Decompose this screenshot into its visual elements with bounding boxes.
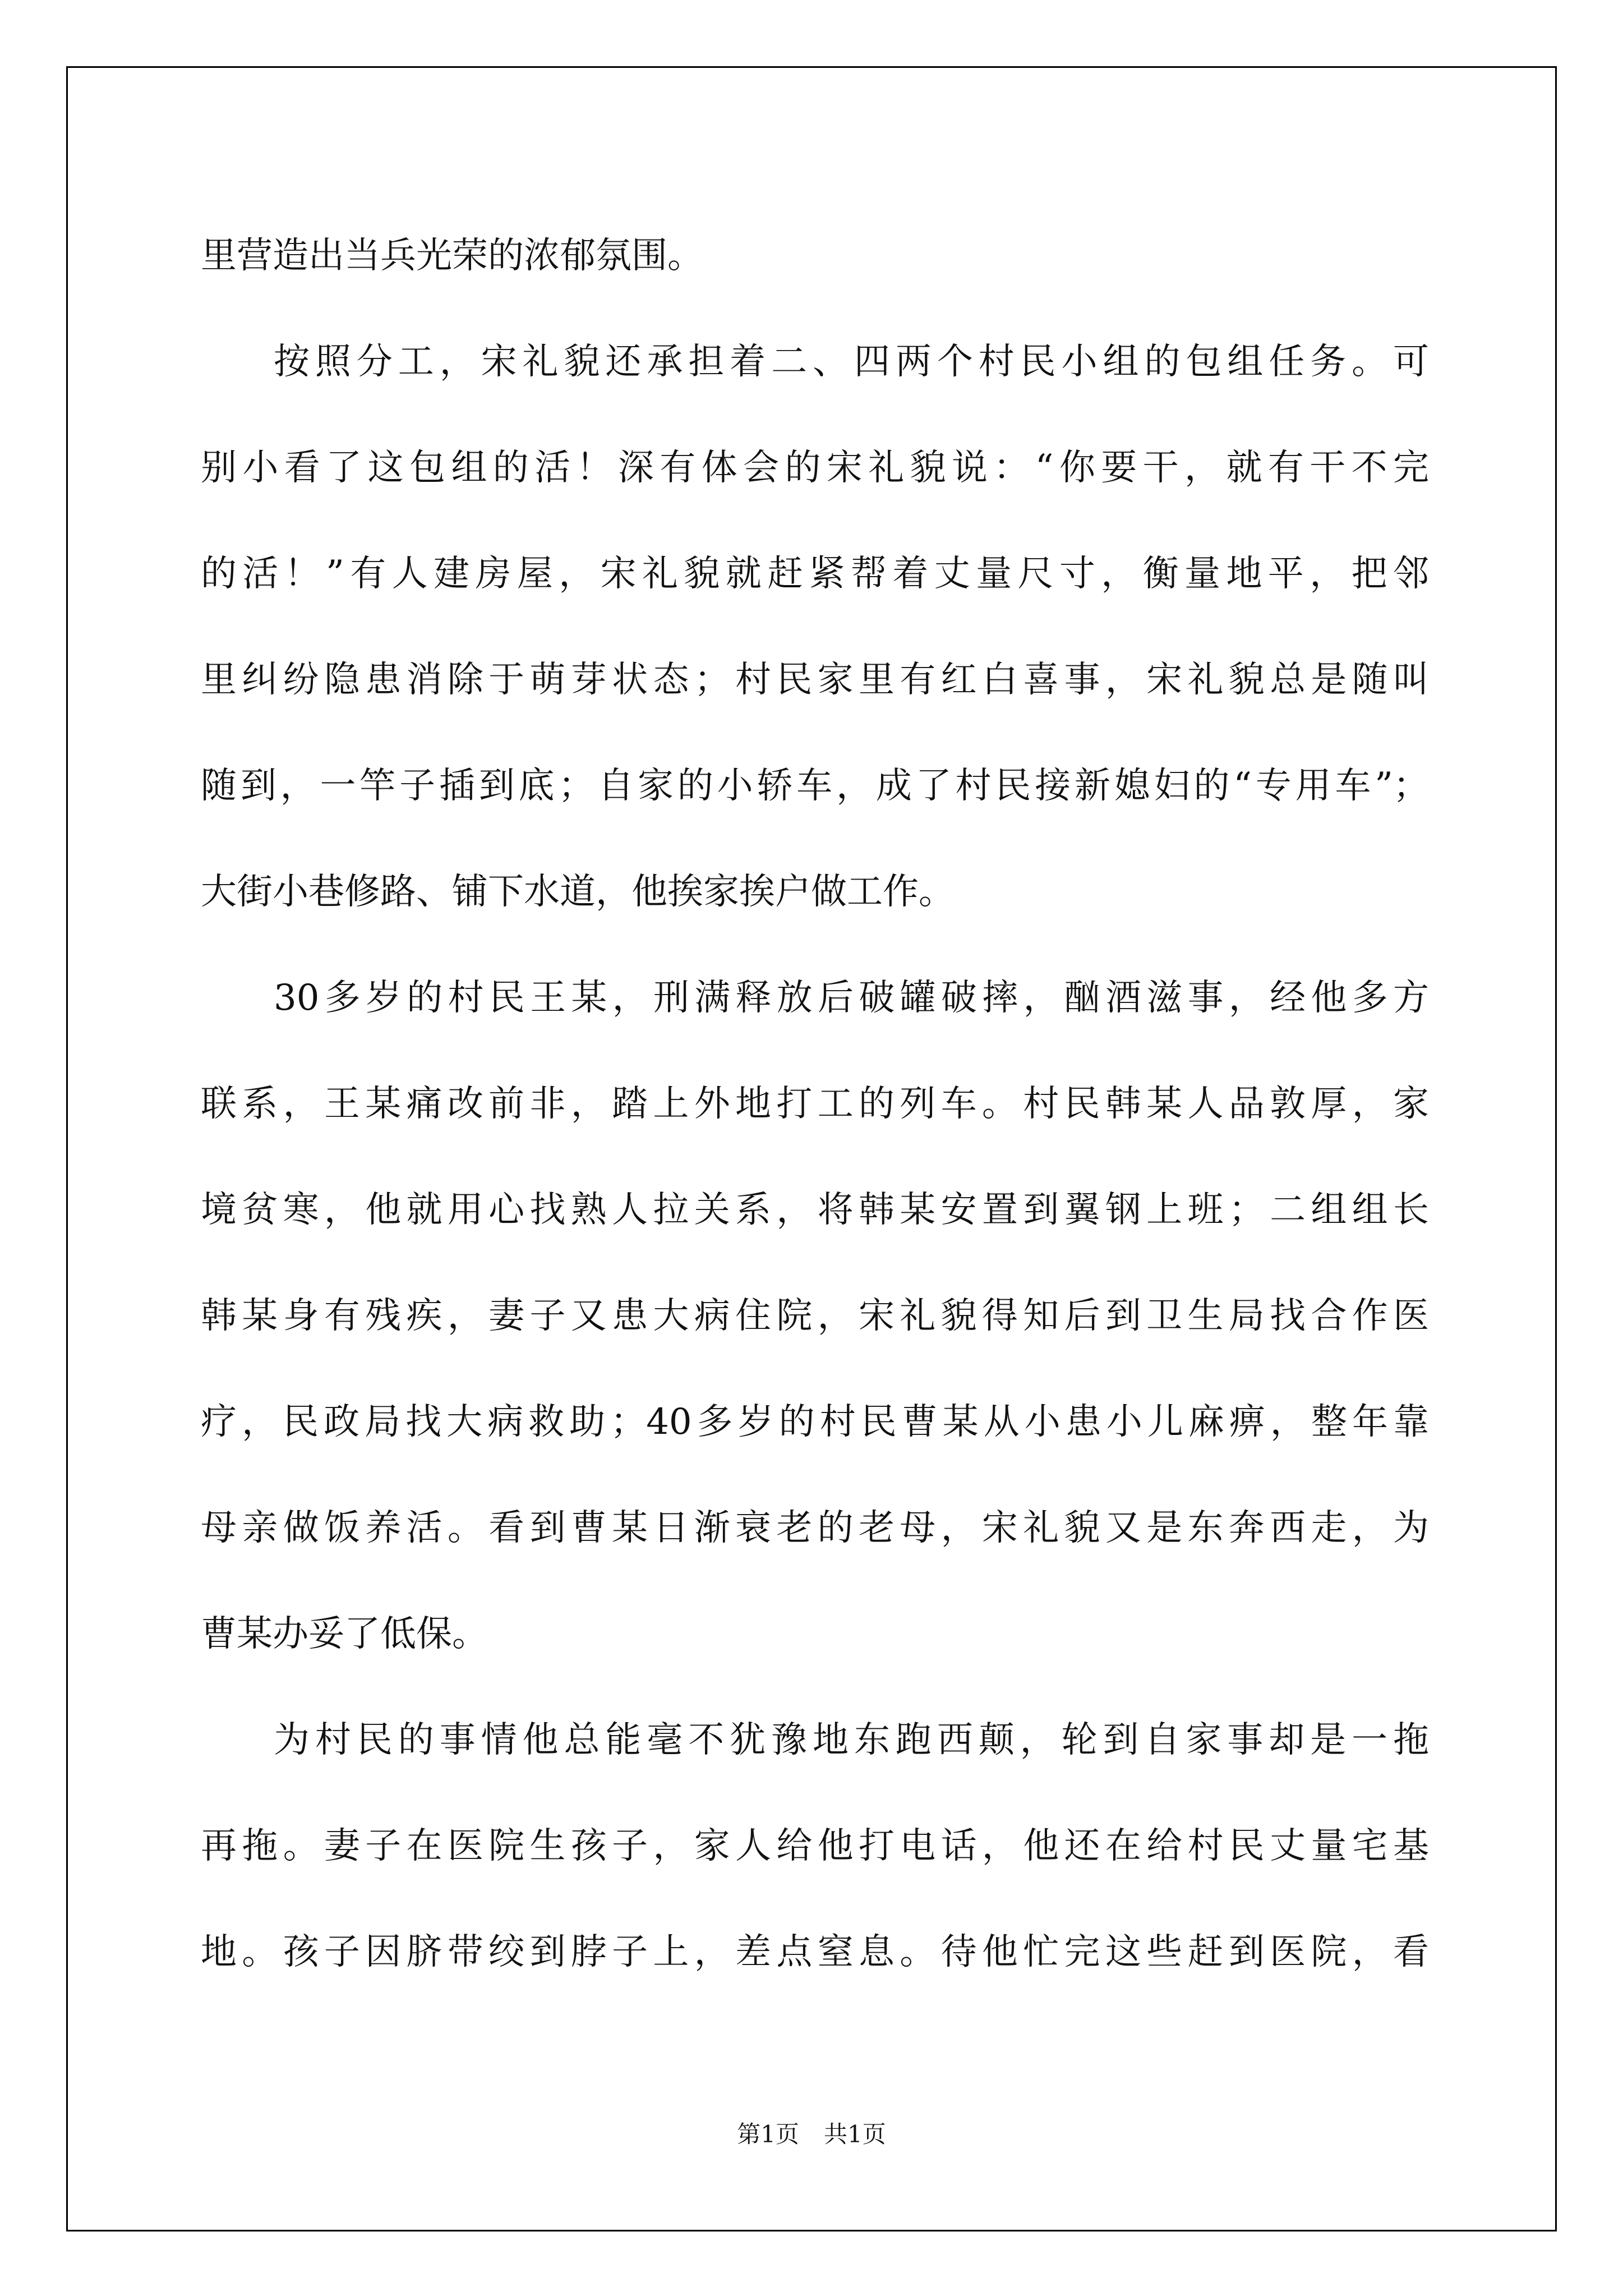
text-line: 里纠纷隐患消除于萌芽状态；村民家里有红白喜事，宋礼貌总是随叫 [201, 659, 1429, 701]
page-total: 共1页 [824, 2120, 886, 2148]
text-line: 疗，民政局找大病救助；40多岁的村民曹某从小患小儿麻痹，整年靠 [201, 1401, 1429, 1443]
text-line: 的活！”有人建房屋，宋礼貌就赶紧帮着丈量尺寸，衡量地平，把邻 [201, 553, 1429, 595]
text-line: 随到，一竿子插到底；自家的小轿车，成了村民接新媳妇的“专用车”； [201, 765, 1429, 807]
text-line: 地。孩子因脐带绞到脖子上，差点窒息。待他忙完这些赶到医院，看 [201, 1931, 1429, 1973]
paragraph-start-line: 按照分工，宋礼貌还承担着二、四两个村民小组的包组任务。可 [274, 341, 1429, 383]
text-line: 境贫寒，他就用心找熟人拉关系，将韩某安置到翼钢上班；二组组长 [201, 1189, 1429, 1231]
text-line: 里营造出当兵光荣的浓郁氛围。 [201, 235, 703, 277]
paragraph-start-line: 30多岁的村民王某，刑满释放后破罐破摔，酗酒滋事，经他多方 [274, 977, 1429, 1019]
text-line: 韩某身有残疾，妻子又患大病住院，宋礼貌得知后到卫生局找合作医 [201, 1295, 1429, 1337]
text-line: 大街小巷修路、铺下水道，他挨家挨户做工作。 [201, 871, 955, 913]
text-line: 别小看了这包组的活！深有体会的宋礼貌说：“你要干，就有干不完 [201, 447, 1429, 489]
text-line: 母亲做饭养活。看到曹某日渐衰老的老母，宋礼貌又是东奔西走，为 [201, 1507, 1429, 1549]
paragraph-start-line: 为村民的事情他总能毫不犹豫地东跑西颠，轮到自家事却是一拖 [274, 1719, 1429, 1761]
text-line: 再拖。妻子在医院生孩子，家人给他打电话，他还在给村民丈量宅基 [201, 1825, 1429, 1867]
document-body [201, 203, 1429, 2005]
text-line: 曹某办妥了低保。 [201, 1613, 488, 1655]
page-number: 第1页 [737, 2120, 799, 2148]
page-footer [0, 2116, 1623, 2150]
text-line: 联系，王某痛改前非，踏上外地打工的列车。村民韩某人品敦厚，家 [201, 1083, 1429, 1125]
